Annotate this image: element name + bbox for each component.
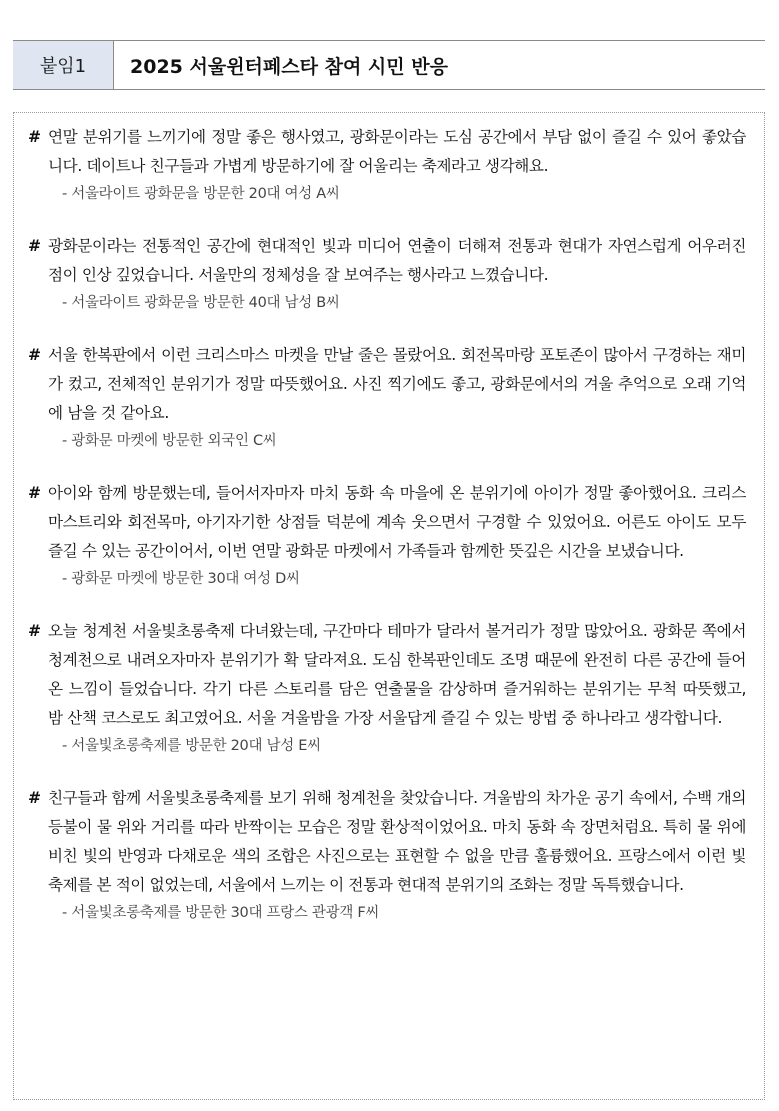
quote-body: 아이와 함께 방문했는데, 들어서자마자 마치 동화 속 마을에 온 분위기에 아이가 정말 좋아했어요. 크리스마스트리와 회전목마, 아기자기한 상점들 덕분에 계속 웃으면서 구경할 수 있었어요. 어른도 아이도 모두 즐길 수 있는 공간이어서, 이번 연말 광화문 마켓에서 가족들과 함께한 뜻깊은 시간을 보냈습니다.	[48, 484, 746, 560]
quote-body: 친구들과 함께 서울빛초롱축제를 보기 위해 청계천을 찾았습니다. 겨울밤의 차가운 공기 속에서, 수백 개의 등불이 물 위와 거리를 따라 반짝이는 모습은 정말 환상적이었어요. 마치 동화 속 장면처럼요. 특히 물 위에 비친 빛의 반영과 다채로운 색의 조합은 사진으로는 표현할 수 없을 만큼 훌륭했어요. 프랑스에서 이런 빛 축제를 본 적이 없었는데, 서울에서 느끼는 이 전통과 현대적 분위기의 조화는 정말 독특했습니다.	[48, 789, 746, 894]
quote-text	[28, 341, 746, 428]
quote-body: 광화문이라는 전통적인 공간에 현대적인 빛과 미디어 연출이 더해져 전통과 현대가 자연스럽게 어우러진 점이 인상 깊었습니다. 서울만의 정체성을 잘 보여주는 행사라고 느꼈습니다.	[48, 237, 746, 284]
hash-marker: #	[28, 789, 41, 807]
document-title: 2025 서울윈터페스타 참여 시민 반응	[130, 55, 448, 78]
quote-source: - 서울라이트 광화문을 방문한 40대 남성 B씨	[62, 295, 340, 311]
hash-marker: #	[28, 622, 41, 640]
hash-marker: #	[28, 237, 41, 255]
hash-marker: #	[28, 346, 41, 364]
quote-body: 연말 분위기를 느끼기에 정말 좋은 행사였고, 광화문이라는 도심 공간에서 부담 없이 즐길 수 있어 좋았습니다. 데이트나 친구들과 가볍게 방문하기에 잘 어울리는 축제라고 생각해요.	[48, 128, 746, 175]
quote-body: 서울 한복판에서 이런 크리스마스 마켓을 만날 줄은 몰랐어요. 회전목마랑 포토존이 많아서 구경하는 재미가 컸고, 전체적인 분위기가 정말 따뜻했어요. 사진 찍기에도 좋고, 광화문에서의 겨울 추억으로 오래 기억에 남을 것 같아요.	[48, 346, 746, 422]
quote-text	[28, 232, 746, 290]
document-header	[13, 40, 765, 90]
quote-item	[28, 232, 746, 316]
quote-item	[28, 479, 746, 592]
quote-source: - 서울빛초롱축제를 방문한 20대 남성 E씨	[62, 738, 321, 754]
hash-marker: #	[28, 484, 41, 502]
quote-item	[28, 123, 746, 207]
quote-item	[28, 341, 746, 454]
quote-text	[28, 123, 746, 181]
quote-item	[28, 617, 746, 759]
quote-body: 오늘 청계천 서울빛초롱축제 다녀왔는데, 구간마다 테마가 달라서 볼거리가 정말 많았어요. 광화문 쪽에서 청계천으로 내려오자마자 분위기가 확 달라져요. 도심 한복판인데도 조명 때문에 완전히 다른 공간에 들어온 느낌이 들었습니다. 각기 다른 스토리를 담은 연출물을 감상하며 즐거워하는 분위기는 무척 따뜻했고, 밤 산책 코스로도 최고였어요. 서울 겨울밤을 가장 서울답게 즐길 수 있는 방법 중 하나라고 생각합니다.	[48, 622, 746, 727]
quotes-box	[13, 112, 765, 1100]
quote-source: - 광화문 마켓에 방문한 외국인 C씨	[62, 433, 277, 449]
quote-text	[28, 479, 746, 566]
quote-source: - 서울라이트 광화문을 방문한 20대 여성 A씨	[62, 186, 340, 202]
attachment-label: 붙임1	[13, 41, 114, 89]
quote-source: - 광화문 마켓에 방문한 30대 여성 D씨	[62, 571, 300, 587]
quote-text	[28, 617, 746, 733]
quote-item	[28, 784, 746, 926]
quote-text	[28, 784, 746, 900]
quote-source: - 서울빛초롱축제를 방문한 30대 프랑스 관광객 F씨	[62, 905, 380, 921]
hash-marker: #	[28, 128, 41, 146]
